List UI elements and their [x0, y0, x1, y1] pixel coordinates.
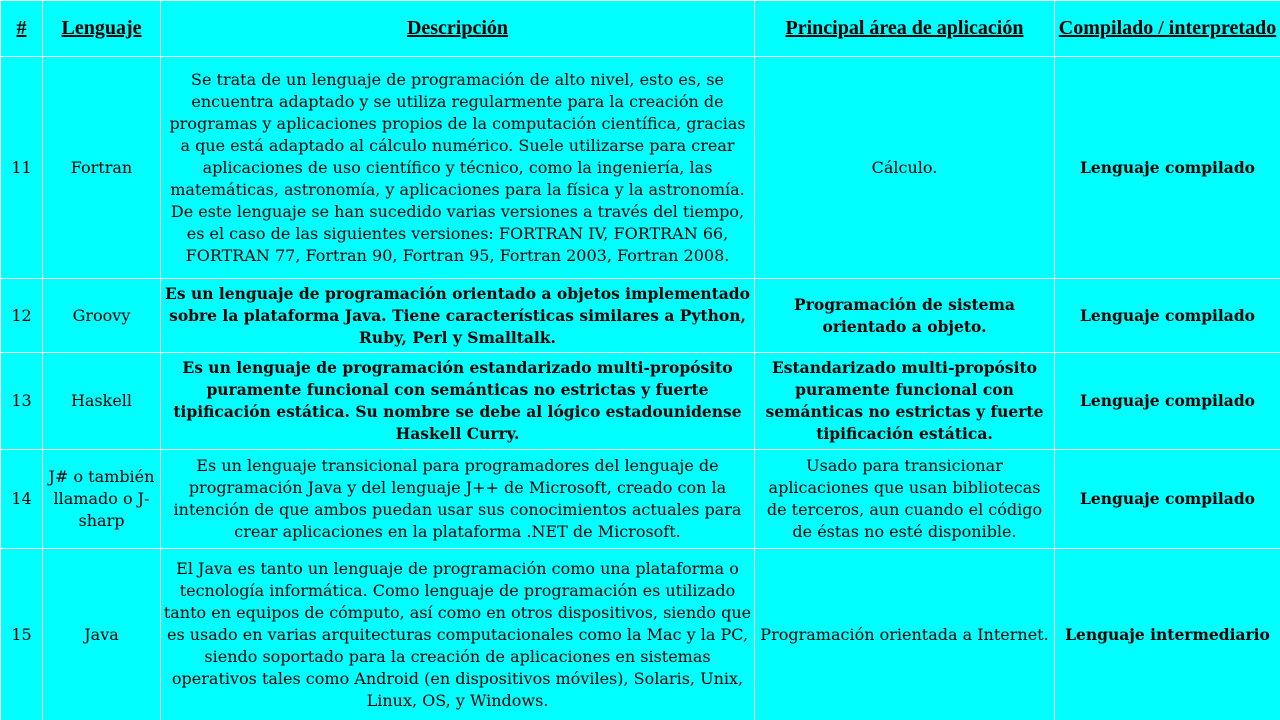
row-application-area: Programación de sistema orientado a objeto. [755, 279, 1055, 353]
header-language: Lenguaje [43, 1, 161, 57]
row-number: 12 [1, 279, 43, 353]
row-number: 15 [1, 549, 43, 720]
row-language: J# o también llamado o J-sharp [43, 450, 161, 549]
row-description: Es un lenguaje transicional para programadores del lenguaje de programación Java y del lenguaje J++ de Microsoft, creado con la intención de que ambos puedan usar sus conocimientos actuales para crear aplicaciones en la plataforma .NET de Microsoft. [161, 450, 755, 549]
row-compiled-interpreted: Lenguaje compilado [1055, 57, 1280, 279]
row-compiled-interpreted: Lenguaje compilado [1055, 279, 1280, 353]
header-application-area: Principal área de aplicación [755, 1, 1055, 57]
row-description: Se trata de un lenguaje de programación de alto nivel, esto es, se encuentra adaptado y se utiliza regularmente para la creación de programas y aplicaciones propios de la computación científica, gracias a que está adaptado al cálculo numérico. Suele utilizarse para crear aplicaciones de uso científico y técnico, como la ingeniería, las matemáticas, astronomía, y aplicaciones para la física y la astronomía. De este lenguaje se han sucedido varias versiones a través del tiempo, es el caso de las siguientes versiones: FORTRAN IV, FORTRAN 66, FORTRAN 77, Fortran 90, Fortran 95, Fortran 2003, Fortran 2008. [161, 57, 755, 279]
row-language: Java [43, 549, 161, 720]
row-description: Es un lenguaje de programación estandarizado multi-propósito puramente funcional con semánticas no estrictas y fuerte tipificación estática. Su nombre se debe al lógico estadounidense Haskell Curry. [161, 353, 755, 450]
row-number: 13 [1, 353, 43, 450]
row-compiled-interpreted: Lenguaje compilado [1055, 353, 1280, 450]
table-row [1, 450, 1280, 549]
table-row [1, 57, 1280, 279]
row-description: El Java es tanto un lenguaje de programación como una plataforma o tecnología informática. Como lenguaje de programación es utilizado tanto en equipos de cómputo, así como en otros dispositivos, siendo que es usado en varias arquitecturas computacionales como la Mac y la PC, siendo soportado para la creación de aplicaciones en sistemas operativos tales como Android (en dispositivos móviles), Solaris, Unix, Linux, OS, y Windows. [161, 549, 755, 720]
row-description: Es un lenguaje de programación orientado a objetos implementado sobre la plataforma Java. Tiene características similares a Python, Ruby, Perl y Smalltalk. [161, 279, 755, 353]
header-number: # [1, 1, 43, 57]
table-row [1, 353, 1280, 450]
row-number: 11 [1, 57, 43, 279]
table-header-row [1, 1, 1280, 57]
header-compiled-interpreted: Compilado / interpretado [1055, 1, 1280, 57]
row-language: Haskell [43, 353, 161, 450]
table-row [1, 279, 1280, 353]
row-application-area: Programación orientada a Internet. [755, 549, 1055, 720]
row-language: Fortran [43, 57, 161, 279]
table-row [1, 549, 1280, 720]
row-compiled-interpreted: Lenguaje intermediario [1055, 549, 1280, 720]
row-application-area: Estandarizado multi-propósito puramente funcional con semánticas no estrictas y fuerte tipificación estática. [755, 353, 1055, 450]
row-compiled-interpreted: Lenguaje compilado [1055, 450, 1280, 549]
row-application-area: Cálculo. [755, 57, 1055, 279]
header-description: Descripción [161, 1, 755, 57]
row-application-area: Usado para transicionar aplicaciones que usan bibliotecas de terceros, aun cuando el código de éstas no esté disponible. [755, 450, 1055, 549]
row-number: 14 [1, 450, 43, 549]
row-language: Groovy [43, 279, 161, 353]
